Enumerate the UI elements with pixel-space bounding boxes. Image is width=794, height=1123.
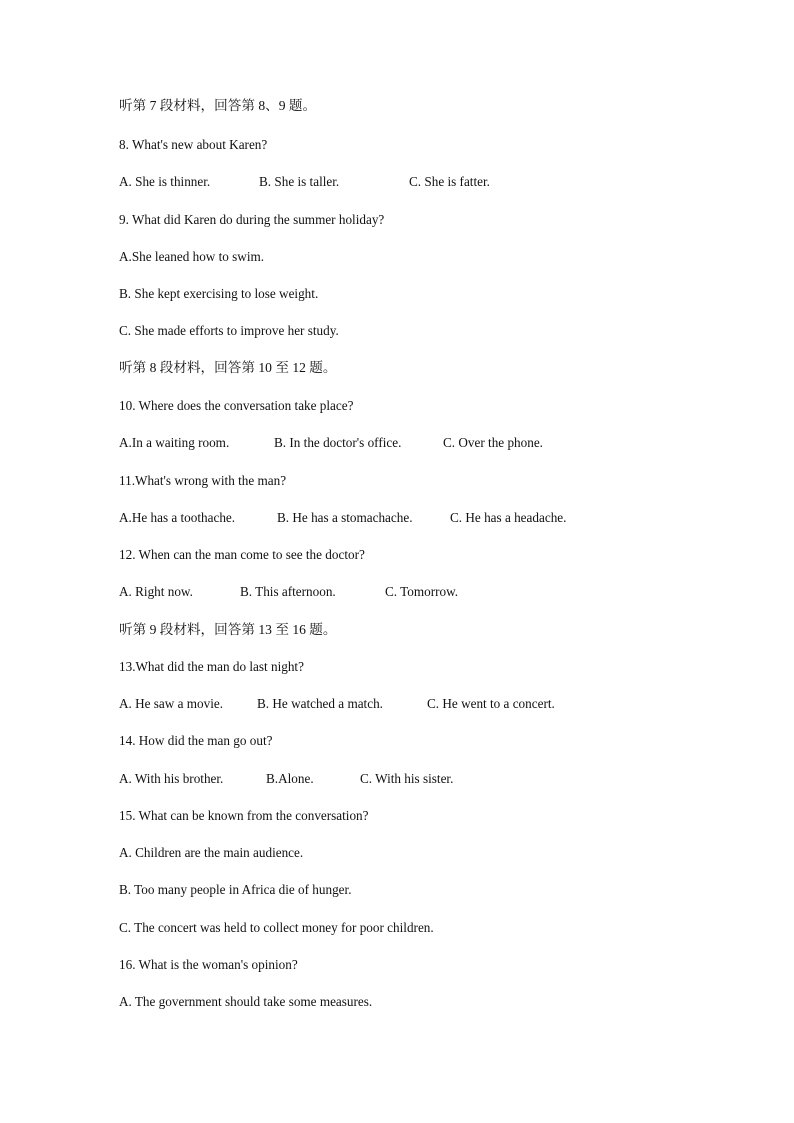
option-11b: B. He has a stomachache. <box>277 510 413 525</box>
option-15a: A. Children are the main audience. <box>119 845 304 860</box>
option-10a: A.In a waiting room. <box>119 435 230 450</box>
option-13b: B. He watched a match. <box>257 696 383 711</box>
option-14a: A. With his brother. <box>119 771 224 786</box>
option-11c: C. He has a headache. <box>450 510 567 525</box>
option-9a: A.She leaned how to swim. <box>119 249 265 264</box>
option-15c: C. The concert was held to collect money for poor children. <box>119 920 434 935</box>
option-16a: A. The government should take some measures. <box>119 994 373 1009</box>
question-16: 16. What is the woman's opinion? <box>119 957 298 972</box>
section-heading-9: 听第 9 段材料，回答第 13 至 16 题。 <box>119 622 337 637</box>
option-10c: C. Over the phone. <box>443 435 543 450</box>
section-heading-7: 听第 7 段材料，回答第 8、9 题。 <box>119 98 317 113</box>
question-10: 10. Where does the conversation take place? <box>119 398 354 413</box>
question-11: 11.What's wrong with the man? <box>119 473 287 488</box>
option-12a: A. Right now. <box>119 584 193 599</box>
question-15: 15. What can be known from the conversation? <box>119 808 369 823</box>
option-12c: C. Tomorrow. <box>385 584 459 599</box>
section-heading-8: 听第 8 段材料，回答第 10 至 12 题。 <box>119 360 337 375</box>
option-15b: B. Too many people in Africa die of hunger. <box>119 882 352 897</box>
option-11a: A.He has a toothache. <box>119 510 236 525</box>
question-12: 12. When can the man come to see the doctor? <box>119 547 365 562</box>
question-8: 8. What's new about Karen? <box>119 137 268 152</box>
option-13c: C. He went to a concert. <box>427 696 555 711</box>
option-8b: B. She is taller. <box>259 174 340 189</box>
option-10b: B. In the doctor's office. <box>274 435 402 450</box>
option-13a: A. He saw a movie. <box>119 696 224 711</box>
option-9b: B. She kept exercising to lose weight. <box>119 286 319 301</box>
question-9: 9. What did Karen do during the summer holiday? <box>119 212 385 227</box>
option-8c: C. She is fatter. <box>409 174 490 189</box>
option-14b: B.Alone. <box>266 771 314 786</box>
option-8a: A. She is thinner. <box>119 174 211 189</box>
question-13: 13.What did the man do last night? <box>119 659 304 674</box>
question-14: 14. How did the man go out? <box>119 733 273 748</box>
option-9c: C. She made efforts to improve her study. <box>119 323 339 338</box>
option-12b: B. This afternoon. <box>240 584 336 599</box>
option-14c: C. With his sister. <box>360 771 454 786</box>
